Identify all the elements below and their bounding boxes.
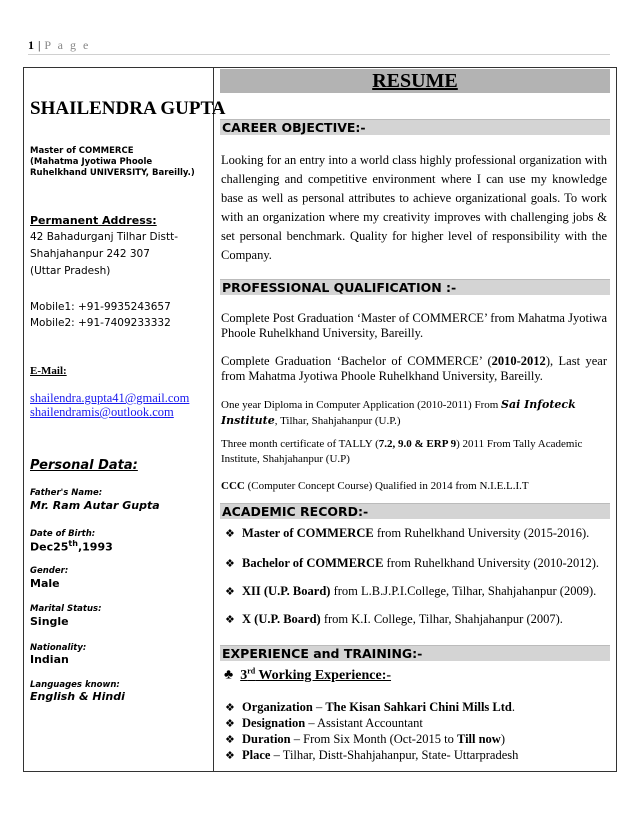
working-experience-title: ♣ 3rd Working Experience:- — [224, 666, 392, 683]
page-separator: | — [34, 38, 45, 52]
education-line: (Mahatma Jyotiwa Phoole — [30, 157, 153, 167]
qualification-graduation: Complete Graduation ‘Bachelor of COMMERCE’ (2010-2012), Last year from Mahatma Jyotiwa Phoole Ruhelkhand University, Bareilly. — [221, 354, 607, 383]
diamond-bullet-icon: ❖ — [225, 718, 235, 730]
fathers-name-value: Mr. Ram Autar Gupta — [30, 499, 160, 512]
diamond-bullet-icon: ❖ — [225, 528, 235, 540]
mobile-2: Mobile2: +91-7409233332 — [30, 317, 171, 329]
personal-data-heading: Personal Data: — [30, 458, 138, 473]
fathers-name-label: Father's Name: — [30, 488, 103, 498]
diamond-bullet-icon: ❖ — [225, 734, 235, 746]
email-link-2[interactable]: shailendramis@outlook.com — [30, 405, 174, 419]
qualification-ccc: CCC (Computer Concept Course) Qualified in 2014 from N.I.E.L.I.T — [221, 480, 529, 492]
career-objective-heading: CAREER OBJECTIVE:- — [222, 120, 366, 135]
dob-label: Date of Birth: — [30, 529, 96, 539]
education-line: Ruhelkhand UNIVERSITY, Bareilly.) — [30, 168, 195, 178]
address-line: 42 Bahadurganj Tilhar Distt- — [30, 231, 179, 243]
diamond-bullet-icon: ❖ — [225, 750, 235, 762]
gender-value: Male — [30, 577, 60, 590]
diamond-bullet-icon: ❖ — [225, 614, 235, 626]
career-objective-text: Looking for an entry into a world class highly professional organization with challenging and competitive environment where I can use my knowledge base as well as personal attributes to achieve organizational goals. To work with an organization where my creativity improves with challenging jobs & set personal benchmark. Quality for higher level of responsibility with the Company. — [221, 153, 607, 262]
academic-item: ❖ XII (U.P. Board) from L.B.J.P.I.College, Tilhar, Shahjahanpur (2009). — [225, 584, 597, 598]
qualification-diploma: One year Diploma in Computer Application (2010-2011) From Sai Infoteck Institute, Tilhar, Shahjahanpur (U.P.) — [221, 398, 576, 427]
dob-value: Dec25th,1993 — [30, 539, 113, 554]
marital-status-value: Single — [30, 615, 69, 628]
page-number: 1 — [28, 38, 35, 52]
experience-training-bar — [220, 645, 610, 661]
education-summary — [30, 146, 210, 179]
page-header — [28, 38, 90, 53]
academic-item: ❖ Master of COMMERCE from Ruhelkhand University (2015-2016). — [225, 526, 590, 540]
nationality-label: Nationality: — [30, 643, 87, 653]
qualification-tally: Three month certificate of TALLY (7.2, 9.0 & ERP 9) 2011 From Tally Academic Institute, Shahjahanpur (U.P) — [221, 438, 583, 465]
experience-item: ❖ Organization – The Kisan Sahkari Chini Mills Ltd. — [225, 700, 515, 714]
mobile-1: Mobile1: +91-9935243657 — [30, 301, 171, 313]
professional-qualification-heading: PROFESSIONAL QUALIFICATION :- — [222, 280, 457, 295]
resume-title-bar — [220, 69, 610, 93]
address-line: (Uttar Pradesh) — [30, 265, 111, 277]
professional-qualification-bar — [220, 279, 610, 295]
page-word: P a g e — [44, 38, 91, 52]
address-line: Shahjahanpur 242 307 — [30, 248, 150, 260]
academic-item: ❖ Bachelor of COMMERCE from Ruhelkhand University (2010-2012). — [225, 556, 600, 570]
experience-item: ❖ Place – Tilhar, Distt-Shahjahanpur, State- Uttarpradesh — [225, 748, 519, 762]
languages-value: English & Hindi — [30, 690, 125, 703]
career-objective-bar — [220, 119, 610, 135]
education-line: Master of COMMERCE — [30, 146, 134, 156]
address-heading: Permanent Address: — [30, 214, 157, 227]
academic-item: ❖ X (U.P. Board) from K.I. College, Tilhar, Shahjahanpur (2007). — [225, 612, 563, 626]
address-block — [30, 229, 210, 280]
header-rule — [28, 54, 610, 55]
marital-status-label: Marital Status: — [30, 604, 102, 614]
club-icon: ♣ — [224, 667, 234, 683]
languages-label: Languages known: — [30, 680, 120, 690]
column-divider — [213, 67, 214, 772]
academic-record-bar — [220, 503, 610, 519]
diamond-bullet-icon: ❖ — [225, 702, 235, 714]
diamond-bullet-icon: ❖ — [225, 558, 235, 570]
resume-title: RESUME — [372, 70, 458, 92]
experience-item: ❖ Duration – From Six Month (Oct-2015 to Till now) — [225, 732, 506, 746]
nationality-value: Indian — [30, 653, 69, 666]
qualification-post-graduation: Complete Post Graduation ‘Master of COMMERCE’ from Mahatma Jyotiwa Phoole Ruhelkhand University, Bareilly. — [221, 311, 607, 340]
experience-training-heading: EXPERIENCE and TRAINING:- — [222, 646, 423, 661]
email-heading: E-Mail: — [30, 365, 67, 377]
mobile-block — [30, 299, 171, 331]
diamond-bullet-icon: ❖ — [225, 586, 235, 598]
email-link-1[interactable]: shailendra.gupta41@gmail.com — [30, 391, 190, 405]
gender-label: Gender: — [30, 566, 69, 576]
academic-record-heading: ACADEMIC RECORD:- — [222, 504, 369, 519]
candidate-name: SHAILENDRA GUPTA — [30, 98, 226, 119]
experience-item: ❖ Designation – Assistant Accountant — [225, 716, 423, 730]
